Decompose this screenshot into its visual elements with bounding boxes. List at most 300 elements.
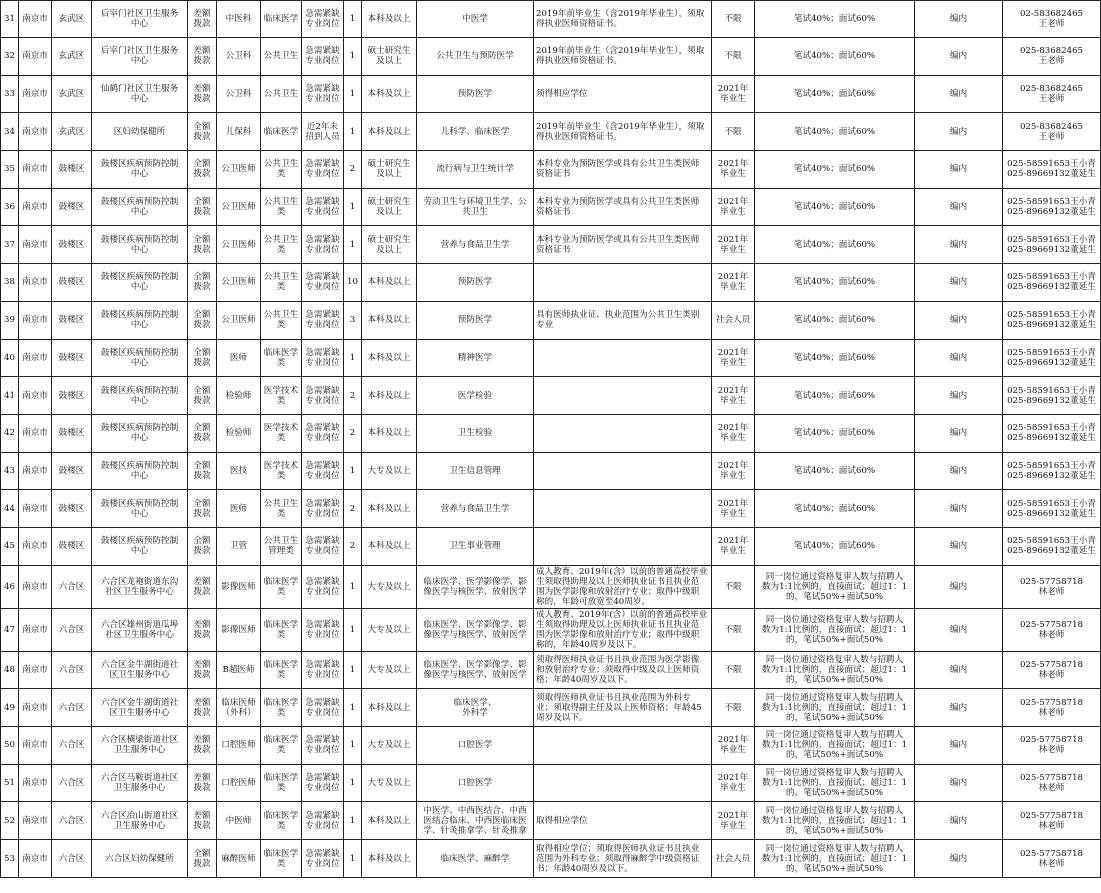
row-number: 43 bbox=[1, 452, 19, 490]
employer-cell: 鼓楼区疾病预防控制 中心 bbox=[92, 377, 188, 415]
applicant-type-cell: 2021年 毕业生 bbox=[712, 151, 755, 189]
major-cell: 卫生信息管理 bbox=[417, 452, 534, 490]
education-cell: 本科及以上 bbox=[362, 1, 417, 38]
position-nature-cell: 急需紧缺 专业岗位 bbox=[302, 651, 344, 689]
row-number: 49 bbox=[1, 689, 19, 727]
education-cell: 大专及以上 bbox=[362, 608, 417, 651]
headcount-cell: 3 bbox=[344, 301, 362, 339]
funding-type-cell: 全额 拨款 bbox=[188, 452, 217, 490]
row-number: 51 bbox=[1, 764, 19, 802]
requirements-cell bbox=[534, 377, 712, 415]
applicant-type-cell: 2021年 毕业生 bbox=[712, 75, 755, 113]
city-cell: 南京市 bbox=[19, 565, 52, 608]
table-row bbox=[1, 113, 1101, 151]
position-category-cell: 临床医学 类 bbox=[261, 651, 302, 689]
position-category-cell: 临床医学 类 bbox=[261, 764, 302, 802]
major-cell: 临床医学、麻醉学 bbox=[417, 840, 534, 878]
district-cell: 鼓楼区 bbox=[52, 151, 92, 189]
headcount-cell: 10 bbox=[344, 264, 362, 302]
contact-cell: 025-57758718 林老师 bbox=[1003, 840, 1101, 878]
row-number: 53 bbox=[1, 840, 19, 878]
district-cell: 鼓楼区 bbox=[52, 452, 92, 490]
requirements-cell bbox=[534, 490, 712, 528]
position-cell: 公卫医师 bbox=[217, 151, 261, 189]
position-category-cell: 临床医学 类 bbox=[261, 727, 302, 765]
position-category-cell: 公共卫生 类 bbox=[261, 226, 302, 264]
exam-ratio-cell: 笔试40%；面试60% bbox=[755, 75, 915, 113]
position-nature-cell: 急需紧缺 专业岗位 bbox=[302, 75, 344, 113]
staffing-cell: 编内 bbox=[915, 226, 1003, 264]
position-cell: 卫管 bbox=[217, 527, 261, 565]
exam-ratio-cell: 笔试40%；面试60% bbox=[755, 377, 915, 415]
education-cell: 本科及以上 bbox=[362, 414, 417, 452]
city-cell: 南京市 bbox=[19, 264, 52, 302]
education-cell: 大专及以上 bbox=[362, 565, 417, 608]
headcount-cell: 1 bbox=[344, 764, 362, 802]
headcount-cell: 1 bbox=[344, 727, 362, 765]
row-number: 37 bbox=[1, 226, 19, 264]
requirements-cell: 须取得医师执业证书且执业范围为医学影像 和放射治疗专业；须取得中级及以上医师资 格；年龄40周岁及以下。 bbox=[534, 651, 712, 689]
applicant-type-cell: 2021年 毕业生 bbox=[712, 188, 755, 226]
position-category-cell: 临床医学 bbox=[261, 1, 302, 38]
staffing-cell: 编内 bbox=[915, 452, 1003, 490]
position-cell: 检验师 bbox=[217, 414, 261, 452]
education-cell: 本科及以上 bbox=[362, 689, 417, 727]
position-nature-cell: 急需紧缺 专业岗位 bbox=[302, 414, 344, 452]
exam-ratio-cell: 同一岗位通过资格复审人数与招聘人 数为1:1比例的，直接面试；超过1：1 的，笔试50%+面试50% bbox=[755, 840, 915, 878]
requirements-cell: 取得相应学位；须取得医师执业证书且执业 范围为外科专业；须取得麻醉学中级资格证 书；年龄40周岁及以下。 bbox=[534, 840, 712, 878]
contact-cell: 025-58591653王小青 025-89669132董延生 bbox=[1003, 151, 1101, 189]
employer-cell: 六合区妇幼保健所 bbox=[92, 840, 188, 878]
applicant-type-cell: 不限 bbox=[712, 113, 755, 151]
position-nature-cell: 急需紧缺 专业岗位 bbox=[302, 1, 344, 38]
employer-cell: 六合区马鞍街道社区 卫生服务中心 bbox=[92, 764, 188, 802]
contact-cell: 025-57758718 林老师 bbox=[1003, 608, 1101, 651]
applicant-type-cell: 2021年 毕业生 bbox=[712, 802, 755, 840]
major-cell: 预防医学 bbox=[417, 301, 534, 339]
city-cell: 南京市 bbox=[19, 151, 52, 189]
funding-type-cell: 差额 拨款 bbox=[188, 1, 217, 38]
position-nature-cell: 近2年未 招到人员 bbox=[302, 113, 344, 151]
exam-ratio-cell: 笔试40%；面试60% bbox=[755, 264, 915, 302]
staffing-cell: 编内 bbox=[915, 764, 1003, 802]
district-cell: 鼓楼区 bbox=[52, 264, 92, 302]
funding-type-cell: 差额 拨款 bbox=[188, 802, 217, 840]
contact-cell: 025-83682465 王老师 bbox=[1003, 113, 1101, 151]
district-cell: 玄武区 bbox=[52, 1, 92, 38]
headcount-cell: 1 bbox=[344, 689, 362, 727]
row-number: 40 bbox=[1, 339, 19, 377]
district-cell: 鼓楼区 bbox=[52, 188, 92, 226]
education-cell: 本科及以上 bbox=[362, 802, 417, 840]
city-cell: 南京市 bbox=[19, 840, 52, 878]
headcount-cell: 1 bbox=[344, 113, 362, 151]
headcount-cell: 1 bbox=[344, 840, 362, 878]
position-cell: 公卫科 bbox=[217, 38, 261, 76]
position-category-cell: 医学技术 类 bbox=[261, 377, 302, 415]
position-nature-cell: 急需紧缺 专业岗位 bbox=[302, 339, 344, 377]
city-cell: 南京市 bbox=[19, 1, 52, 38]
district-cell: 六合区 bbox=[52, 840, 92, 878]
employer-cell: 后宰门社区卫生服务 中心 bbox=[92, 1, 188, 38]
education-cell: 本科及以上 bbox=[362, 527, 417, 565]
exam-ratio-cell: 同一岗位通过资格复审人数与招聘人 数为1:1比例的，直接面试；超过1：1 的，笔试50%+面试50% bbox=[755, 565, 915, 608]
staffing-cell: 编内 bbox=[915, 339, 1003, 377]
staffing-cell: 编内 bbox=[915, 301, 1003, 339]
district-cell: 玄武区 bbox=[52, 38, 92, 76]
position-cell: 麻醉医师 bbox=[217, 840, 261, 878]
major-cell: 公共卫生与预防医学 bbox=[417, 38, 534, 76]
requirements-cell: 本科专业为预防医学或具有公共卫生类医师 资格证书 bbox=[534, 226, 712, 264]
city-cell: 南京市 bbox=[19, 727, 52, 765]
headcount-cell: 1 bbox=[344, 1, 362, 38]
applicant-type-cell: 2021年 毕业生 bbox=[712, 264, 755, 302]
position-nature-cell: 急需紧缺 专业岗位 bbox=[302, 764, 344, 802]
funding-type-cell: 全额 拨款 bbox=[188, 840, 217, 878]
headcount-cell: 1 bbox=[344, 339, 362, 377]
applicant-type-cell: 社会人员 bbox=[712, 840, 755, 878]
row-number: 52 bbox=[1, 802, 19, 840]
position-cell: 中医师 bbox=[217, 802, 261, 840]
position-cell: 影像医师 bbox=[217, 608, 261, 651]
position-category-cell: 公共卫生 类 bbox=[261, 490, 302, 528]
major-cell: 口腔医学 bbox=[417, 727, 534, 765]
contact-cell: 025-83682465 王老师 bbox=[1003, 75, 1101, 113]
applicant-type-cell: 不限 bbox=[712, 608, 755, 651]
employer-cell: 仙鹤门社区卫生服务 中心 bbox=[92, 75, 188, 113]
education-cell: 大专及以上 bbox=[362, 452, 417, 490]
staffing-cell: 编内 bbox=[915, 38, 1003, 76]
applicant-type-cell: 社会人员 bbox=[712, 301, 755, 339]
headcount-cell: 1 bbox=[344, 802, 362, 840]
row-number: 31 bbox=[1, 1, 19, 38]
contact-cell: 025-58591653王小青 025-89669132董延生 bbox=[1003, 377, 1101, 415]
applicant-type-cell: 不限 bbox=[712, 651, 755, 689]
table-row bbox=[1, 264, 1101, 302]
table-row bbox=[1, 452, 1101, 490]
position-cell: 公卫医师 bbox=[217, 301, 261, 339]
contact-cell: 025-83682465 王老师 bbox=[1003, 38, 1101, 76]
row-number: 50 bbox=[1, 727, 19, 765]
city-cell: 南京市 bbox=[19, 188, 52, 226]
position-category-cell: 公共卫生 bbox=[261, 75, 302, 113]
headcount-cell: 2 bbox=[344, 490, 362, 528]
applicant-type-cell: 不限 bbox=[712, 689, 755, 727]
position-cell: 影像医师 bbox=[217, 565, 261, 608]
city-cell: 南京市 bbox=[19, 802, 52, 840]
requirements-cell bbox=[534, 339, 712, 377]
staffing-cell: 编内 bbox=[915, 113, 1003, 151]
row-number: 39 bbox=[1, 301, 19, 339]
requirements-cell bbox=[534, 764, 712, 802]
district-cell: 鼓楼区 bbox=[52, 414, 92, 452]
staffing-cell: 编内 bbox=[915, 377, 1003, 415]
district-cell: 六合区 bbox=[52, 608, 92, 651]
position-nature-cell: 急需紧缺 专业岗位 bbox=[302, 452, 344, 490]
position-category-cell: 公共卫生 管理类 bbox=[261, 527, 302, 565]
funding-type-cell: 全额 拨款 bbox=[188, 226, 217, 264]
district-cell: 六合区 bbox=[52, 802, 92, 840]
major-cell: 儿科学、临床医学 bbox=[417, 113, 534, 151]
requirements-cell: 成人教育、2019年(含）以前的普通高校毕业 生须取得助理及以上医师执业证书且执业范 围为医学影像和放射治疗专业；取得中级职 称的，年龄40周岁及以下。 bbox=[534, 608, 712, 651]
row-number: 45 bbox=[1, 527, 19, 565]
row-number: 41 bbox=[1, 377, 19, 415]
row-number: 47 bbox=[1, 608, 19, 651]
table-body bbox=[1, 1, 1101, 878]
exam-ratio-cell: 笔试40%；面试60% bbox=[755, 188, 915, 226]
applicant-type-cell: 不限 bbox=[712, 565, 755, 608]
contact-cell: 025-58591653王小青 025-89669132董延生 bbox=[1003, 490, 1101, 528]
education-cell: 本科及以上 bbox=[362, 840, 417, 878]
staffing-cell: 编内 bbox=[915, 527, 1003, 565]
table-row bbox=[1, 226, 1101, 264]
funding-type-cell: 差额 拨款 bbox=[188, 565, 217, 608]
table-row bbox=[1, 339, 1101, 377]
employer-cell: 鼓楼区疾病预防控制 中心 bbox=[92, 226, 188, 264]
position-cell: 儿保科 bbox=[217, 113, 261, 151]
requirements-cell bbox=[534, 414, 712, 452]
major-cell: 中医学、中西医结合、中西 医结合临床、中西医临床医 学、针灸推拿学、针灸推拿 bbox=[417, 802, 534, 840]
employer-cell: 六合区金牛湖街道社 区卫生服务中心 bbox=[92, 651, 188, 689]
major-cell: 医学检验 bbox=[417, 377, 534, 415]
employer-cell: 六合区金牛湖街道社 区卫生服务中心 bbox=[92, 689, 188, 727]
contact-cell: 02-583682465 王老师 bbox=[1003, 1, 1101, 38]
funding-type-cell: 全额 拨款 bbox=[188, 151, 217, 189]
position-category-cell: 临床医学 bbox=[261, 113, 302, 151]
funding-type-cell: 差额 拨款 bbox=[188, 764, 217, 802]
funding-type-cell: 全额 拨款 bbox=[188, 527, 217, 565]
table-row bbox=[1, 1, 1101, 38]
staffing-cell: 编内 bbox=[915, 802, 1003, 840]
funding-type-cell: 差额 拨款 bbox=[188, 75, 217, 113]
requirements-cell: 2019年前毕业生（含2019年毕业生），须取 得执业医师资格证书。 bbox=[534, 1, 712, 38]
employer-cell: 区妇幼保健所 bbox=[92, 113, 188, 151]
position-nature-cell: 急需紧缺 专业岗位 bbox=[302, 301, 344, 339]
position-category-cell: 公共卫生 类 bbox=[261, 264, 302, 302]
city-cell: 南京市 bbox=[19, 651, 52, 689]
requirements-cell: 具有医师执业证、执业范围为公共卫生类别 专业 bbox=[534, 301, 712, 339]
table-row bbox=[1, 727, 1101, 765]
requirements-cell: 须得相应学位 bbox=[534, 75, 712, 113]
major-cell: 临床医学、医学影像学、影 像医学与核医学、放射医学 bbox=[417, 651, 534, 689]
exam-ratio-cell: 笔试40%；面试60% bbox=[755, 490, 915, 528]
employer-cell: 六合区冶山街道社区 卫生服务中心 bbox=[92, 802, 188, 840]
position-category-cell: 公共卫生 类 bbox=[261, 301, 302, 339]
city-cell: 南京市 bbox=[19, 764, 52, 802]
requirements-cell: 本科专业为预防医学或具有公共卫生类医师 资格证书 bbox=[534, 188, 712, 226]
row-number: 38 bbox=[1, 264, 19, 302]
contact-cell: 025-58591653王小青 025-89669132董延生 bbox=[1003, 452, 1101, 490]
applicant-type-cell: 不限 bbox=[712, 1, 755, 38]
position-cell: 公卫医师 bbox=[217, 188, 261, 226]
position-category-cell: 临床医学 类 bbox=[261, 608, 302, 651]
applicant-type-cell: 2021年 毕业生 bbox=[712, 452, 755, 490]
row-number: 42 bbox=[1, 414, 19, 452]
applicant-type-cell: 不限 bbox=[712, 38, 755, 76]
exam-ratio-cell: 同一岗位通过资格复审人数与招聘人 数为1:1比例的，直接面试；超过1：1 的，笔试50%+面试50% bbox=[755, 689, 915, 727]
education-cell: 大专及以上 bbox=[362, 651, 417, 689]
district-cell: 玄武区 bbox=[52, 113, 92, 151]
employer-cell: 鼓楼区疾病预防控制 中心 bbox=[92, 151, 188, 189]
funding-type-cell: 差额 拨款 bbox=[188, 727, 217, 765]
major-cell: 卫生事业管理 bbox=[417, 527, 534, 565]
education-cell: 硕士研究生 及以上 bbox=[362, 151, 417, 189]
employer-cell: 鼓楼区疾病预防控制 中心 bbox=[92, 452, 188, 490]
district-cell: 玄武区 bbox=[52, 75, 92, 113]
position-nature-cell: 急需紧缺 专业岗位 bbox=[302, 38, 344, 76]
table-row bbox=[1, 565, 1101, 608]
position-cell: 医师 bbox=[217, 339, 261, 377]
row-number: 48 bbox=[1, 651, 19, 689]
headcount-cell: 2 bbox=[344, 527, 362, 565]
position-nature-cell: 急需紧缺 专业岗位 bbox=[302, 527, 344, 565]
funding-type-cell: 全额 拨款 bbox=[188, 188, 217, 226]
contact-cell: 025-57758718 林老师 bbox=[1003, 802, 1101, 840]
staffing-cell: 编内 bbox=[915, 840, 1003, 878]
position-nature-cell: 急需紧缺 专业岗位 bbox=[302, 226, 344, 264]
position-cell: 公卫医师 bbox=[217, 226, 261, 264]
staffing-cell: 编内 bbox=[915, 727, 1003, 765]
headcount-cell: 1 bbox=[344, 608, 362, 651]
exam-ratio-cell: 笔试40%；面试60% bbox=[755, 301, 915, 339]
contact-cell: 025-58591653王小青 025-89669132董延生 bbox=[1003, 339, 1101, 377]
district-cell: 鼓楼区 bbox=[52, 301, 92, 339]
major-cell: 劳动卫生与环境卫生学、公 共卫生 bbox=[417, 188, 534, 226]
city-cell: 南京市 bbox=[19, 608, 52, 651]
staffing-cell: 编内 bbox=[915, 651, 1003, 689]
position-nature-cell: 急需紧缺 专业岗位 bbox=[302, 264, 344, 302]
major-cell: 卫生检验 bbox=[417, 414, 534, 452]
staffing-cell: 编内 bbox=[915, 75, 1003, 113]
district-cell: 六合区 bbox=[52, 764, 92, 802]
major-cell: 临床医学、医学影像学、影 像医学与核医学、放射医学 bbox=[417, 608, 534, 651]
position-nature-cell: 急需紧缺 专业岗位 bbox=[302, 727, 344, 765]
requirements-cell bbox=[534, 264, 712, 302]
education-cell: 本科及以上 bbox=[362, 264, 417, 302]
education-cell: 大专及以上 bbox=[362, 727, 417, 765]
table-row bbox=[1, 414, 1101, 452]
table-row bbox=[1, 188, 1101, 226]
row-number: 33 bbox=[1, 75, 19, 113]
requirements-cell bbox=[534, 727, 712, 765]
applicant-type-cell: 2021年 毕业生 bbox=[712, 490, 755, 528]
headcount-cell: 2 bbox=[344, 377, 362, 415]
major-cell: 口腔医学 bbox=[417, 764, 534, 802]
exam-ratio-cell: 同一岗位通过资格复审人数与招聘人 数为1:1比例的，直接面试；超过1：1 的，笔试50%+面试50% bbox=[755, 802, 915, 840]
position-cell: 口腔医师 bbox=[217, 764, 261, 802]
contact-cell: 025-57758718 林老师 bbox=[1003, 651, 1101, 689]
district-cell: 六合区 bbox=[52, 651, 92, 689]
major-cell: 营养与食品卫生学 bbox=[417, 490, 534, 528]
employer-cell: 后宰门社区卫生服务 中心 bbox=[92, 38, 188, 76]
requirements-cell: 取得相应学位 bbox=[534, 802, 712, 840]
employer-cell: 鼓楼区疾病预防控制 中心 bbox=[92, 264, 188, 302]
row-number: 34 bbox=[1, 113, 19, 151]
requirements-cell bbox=[534, 452, 712, 490]
position-nature-cell: 急需紧缺 专业岗位 bbox=[302, 608, 344, 651]
exam-ratio-cell: 笔试40%；面试60% bbox=[755, 527, 915, 565]
city-cell: 南京市 bbox=[19, 301, 52, 339]
position-category-cell: 临床医学 类 bbox=[261, 840, 302, 878]
education-cell: 大专及以上 bbox=[362, 764, 417, 802]
row-number: 46 bbox=[1, 565, 19, 608]
exam-ratio-cell: 笔试40%；面试60% bbox=[755, 414, 915, 452]
headcount-cell: 2 bbox=[344, 414, 362, 452]
table-row bbox=[1, 689, 1101, 727]
contact-cell: 025-58591653王小青 025-89669132董延生 bbox=[1003, 414, 1101, 452]
district-cell: 鼓楼区 bbox=[52, 490, 92, 528]
funding-type-cell: 全额 拨款 bbox=[188, 339, 217, 377]
staffing-cell: 编内 bbox=[915, 565, 1003, 608]
education-cell: 本科及以上 bbox=[362, 75, 417, 113]
funding-type-cell: 全额 拨款 bbox=[188, 377, 217, 415]
exam-ratio-cell: 笔试40%；面试60% bbox=[755, 38, 915, 76]
contact-cell: 025-58591653王小青 025-89669132董延生 bbox=[1003, 226, 1101, 264]
major-cell: 中医学 bbox=[417, 1, 534, 38]
city-cell: 南京市 bbox=[19, 452, 52, 490]
staffing-cell: 编内 bbox=[915, 188, 1003, 226]
position-nature-cell: 急需紧缺 专业岗位 bbox=[302, 565, 344, 608]
position-category-cell: 公共卫生 bbox=[261, 38, 302, 76]
exam-ratio-cell: 笔试40%；面试60% bbox=[755, 339, 915, 377]
contact-cell: 025-58591653王小青 025-89669132董延生 bbox=[1003, 301, 1101, 339]
applicant-type-cell: 2021年 毕业生 bbox=[712, 727, 755, 765]
row-number: 35 bbox=[1, 151, 19, 189]
contact-cell: 025-58591653王小青 025-89669132董延生 bbox=[1003, 188, 1101, 226]
employer-cell: 鼓楼区疾病预防控制 中心 bbox=[92, 490, 188, 528]
employer-cell: 六合区龙袍街道东沟 社区卫生服务中心 bbox=[92, 565, 188, 608]
applicant-type-cell: 2021年 毕业生 bbox=[712, 377, 755, 415]
exam-ratio-cell: 笔试40%；面试60% bbox=[755, 452, 915, 490]
district-cell: 鼓楼区 bbox=[52, 527, 92, 565]
funding-type-cell: 差额 拨款 bbox=[188, 689, 217, 727]
requirements-cell: 2019年前毕业生（含2019年毕业生），须取 得执业医师资格证书。 bbox=[534, 38, 712, 76]
city-cell: 南京市 bbox=[19, 527, 52, 565]
funding-type-cell: 差额 拨款 bbox=[188, 38, 217, 76]
city-cell: 南京市 bbox=[19, 113, 52, 151]
position-cell: 医技 bbox=[217, 452, 261, 490]
row-number: 36 bbox=[1, 188, 19, 226]
headcount-cell: 1 bbox=[344, 651, 362, 689]
headcount-cell: 1 bbox=[344, 565, 362, 608]
position-nature-cell: 急需紧缺 专业岗位 bbox=[302, 689, 344, 727]
major-cell: 流行病与卫生统计学 bbox=[417, 151, 534, 189]
position-nature-cell: 急需紧缺 专业岗位 bbox=[302, 802, 344, 840]
position-category-cell: 临床医学 类 bbox=[261, 339, 302, 377]
city-cell: 南京市 bbox=[19, 339, 52, 377]
education-cell: 本科及以上 bbox=[362, 113, 417, 151]
city-cell: 南京市 bbox=[19, 75, 52, 113]
employer-cell: 六合区横梁街道社区 卫生服务中心 bbox=[92, 727, 188, 765]
education-cell: 本科及以上 bbox=[362, 490, 417, 528]
education-cell: 本科及以上 bbox=[362, 377, 417, 415]
headcount-cell: 1 bbox=[344, 452, 362, 490]
headcount-cell: 1 bbox=[344, 226, 362, 264]
city-cell: 南京市 bbox=[19, 490, 52, 528]
education-cell: 本科及以上 bbox=[362, 301, 417, 339]
major-cell: 预防医学 bbox=[417, 264, 534, 302]
position-cell: 公卫医师 bbox=[217, 264, 261, 302]
district-cell: 鼓楼区 bbox=[52, 377, 92, 415]
staffing-cell: 编内 bbox=[915, 414, 1003, 452]
education-cell: 硕士研究生 及以上 bbox=[362, 188, 417, 226]
table-row bbox=[1, 651, 1101, 689]
position-nature-cell: 急需紧缺 专业岗位 bbox=[302, 188, 344, 226]
exam-ratio-cell: 笔试40%；面试60% bbox=[755, 226, 915, 264]
position-nature-cell: 急需紧缺 专业岗位 bbox=[302, 151, 344, 189]
education-cell: 硕士研究生 及以上 bbox=[362, 226, 417, 264]
staffing-cell: 编内 bbox=[915, 490, 1003, 528]
